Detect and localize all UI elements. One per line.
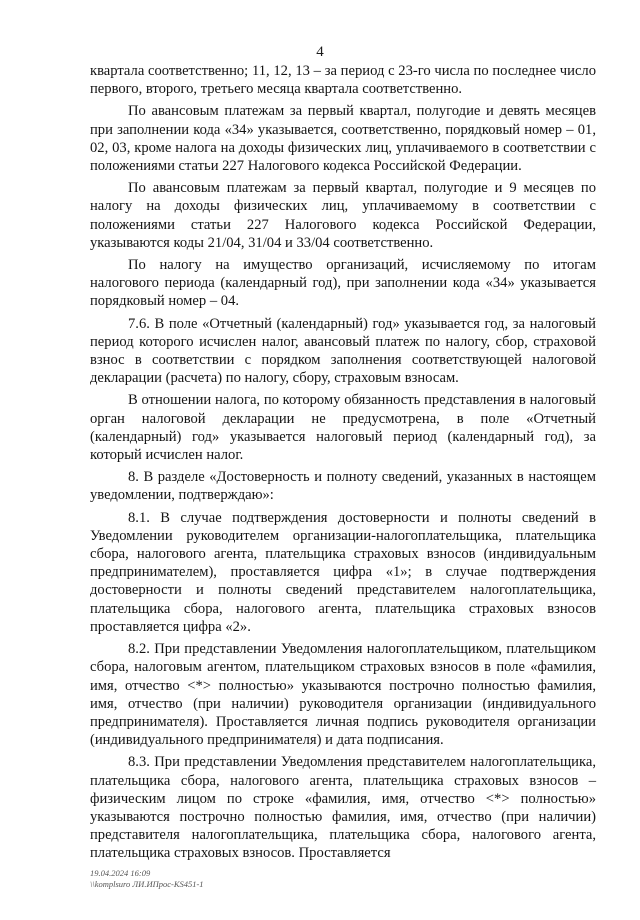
footer-timestamp: 19.04.2024 16:09 xyxy=(90,868,151,878)
paragraph-continuation: кварталa соответственно; 11, 12, 13 – за период с 23-го числа по последнее число первого, второго, третьего месяца квартала соответственно. xyxy=(90,63,596,98)
footer-file-path: \\komplsuro ЛИ.ИПрос-КS451-1 xyxy=(90,879,204,889)
paragraph-8-1: 8.1. В случае подтверждения достоверности и полноты сведений в Уведомлении руководителем организации-налогоплательщика, плательщика сбора, налогового агента, плательщика страховых взносов (индивидуальным предпринимателем), проставляется цифра «1»; в случае подтверждения достоверности и полноты сведений представителем налогоплательщика, плательщика сбора, налогового агента, плательщика страховых взносов проставляется цифра «2». xyxy=(90,509,596,635)
paragraph-no-declaration: В отношении налога, по которому обязанность представления в налоговый орган налоговой декларации не предусмотрена, в поле «Отчетный (календарный) год» указывается налоговый период (календарный год), за который исчислен налог. xyxy=(90,392,596,464)
paragraph-7-6: 7.6. В поле «Отчетный (календарный) год» указывается год, за налоговый период которого исчислен налог, авансовый платеж по налогу, сбор, страховой взнос в соответствии с порядком заполнения соответствующей налоговой декларации (расчета) по налогу, сбору, страховым взносам. xyxy=(90,315,596,387)
page-number: 4 xyxy=(316,44,324,60)
paragraph-ndfl-codes: По авансовым платежам за первый квартал, полугодие и 9 месяцев по налогу на доходы физических лиц, уплачиваемому в соответствии с положениями статьи 227 Налогового кодекса Российской Федерации, указываются коды 21/04, 31/04 и 33/04 соответственно. xyxy=(90,180,596,251)
paragraph-8-3: 8.3. При представлении Уведомления представителем налогоплательщика, плательщика сбора, налогового агента, плательщика страховых взносов – физическим лицом по строке «фамилия, имя, отчество <*> полностью» указываются построчно полностью фамилия, имя, отчество (при наличии) представителя налогоплательщика, плательщика сбора, налогового агента, плательщика страховых взносов. Проставляется xyxy=(90,754,596,862)
paragraph-8-2: 8.2. При представлении Уведомления налогоплательщиком, плательщиком сбора, налоговым агентом, плательщиком страховых взносов в поле «фамилия, имя, отчество <*> полностью» указываются построчно полностью фамилия, имя, отчество (при наличии) руководителя организации (индивидуального предпринимателя). Проставляется личная подпись руководителя организации (индивидуального предпринимателя) и дата подписания. xyxy=(90,641,596,749)
paragraph-advance-payments-codes: По авансовым платежам за первый квартал, полугодие и девять месяцев при заполнении кода «34» указывается, соответственно, порядковый номер – 01, 02, 03, кроме налога на доходы физических лиц, уплачиваемого в соответствии с положениями статьи 227 Налогового кодекса Российской Федерации. xyxy=(90,103,596,175)
paragraph-8: 8. В разделе «Достоверность и полноту сведений, указанных в настоящем уведомлении, подтверждаю»: xyxy=(90,469,596,504)
document-footer xyxy=(90,868,204,890)
document-body xyxy=(90,62,596,867)
paragraph-property-tax: По налогу на имущество организаций, исчисляемому по итогам налогового периода (календарный год), при заполнении кода «34» указывается порядковый номер – 04. xyxy=(90,257,596,310)
